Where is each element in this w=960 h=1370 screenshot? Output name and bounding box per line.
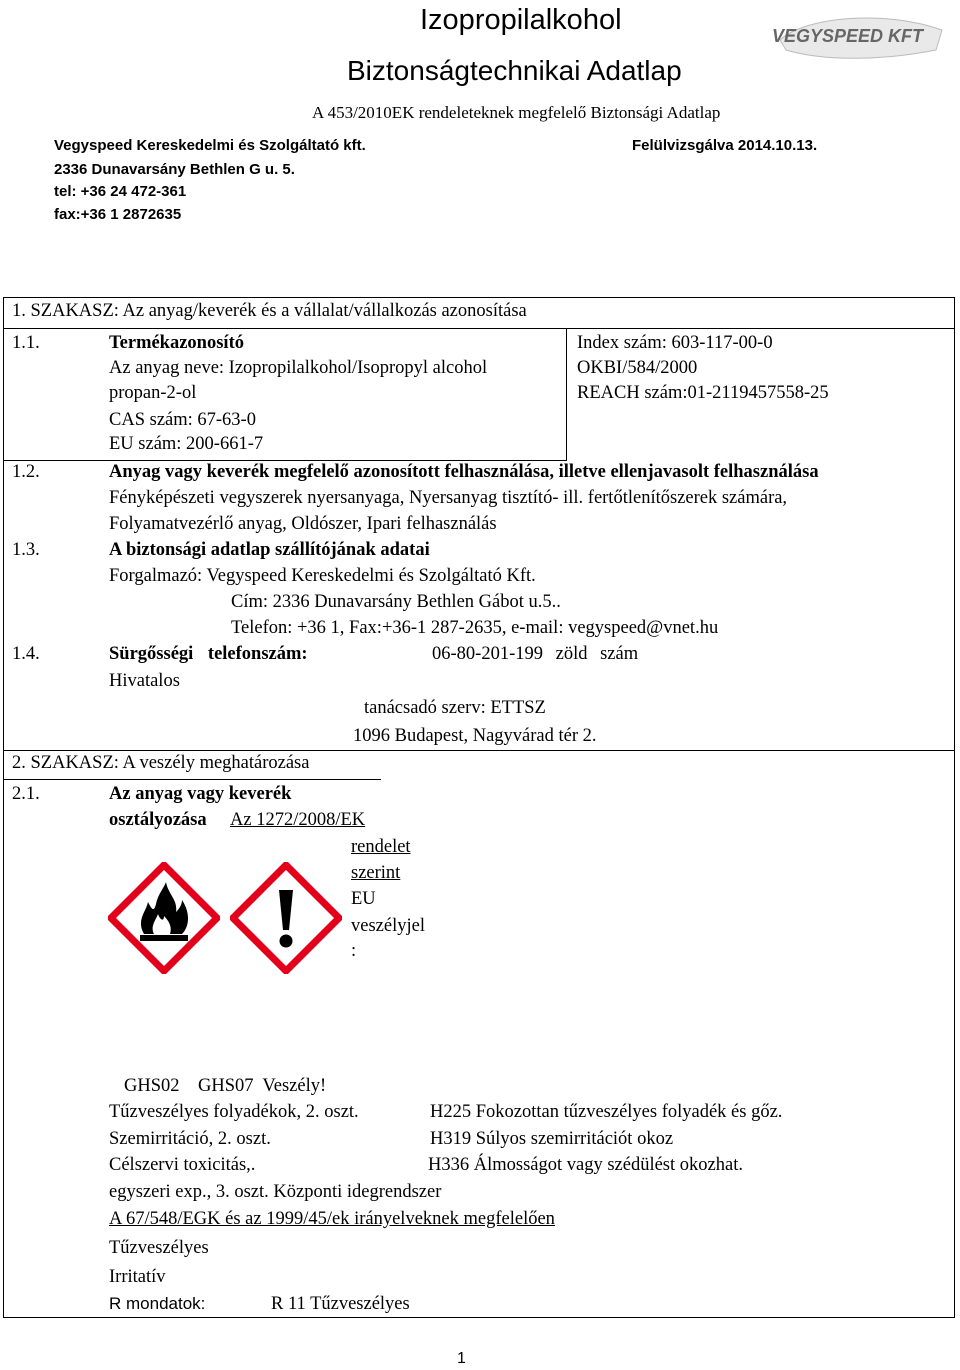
company-fax: fax:+36 1 2872635 — [54, 206, 182, 223]
section2-heading: 2. SZAKASZ: A veszély meghatározása — [12, 753, 310, 773]
company-logo — [766, 6, 954, 70]
s11-number: 1.1. — [12, 333, 40, 353]
distributor: Forgalmazó: Vegyspeed Kereskedelmi és Szolgáltató Kft. — [109, 566, 536, 586]
s13-number: 1.3. — [12, 540, 40, 560]
r-phrases-label: R mondatok: — [109, 1294, 206, 1313]
official-label: Hivatalos — [109, 671, 180, 691]
page-number: 1 — [457, 1350, 466, 1367]
company-address: 2336 Dunavarsány Bethlen G u. 5. — [54, 161, 295, 178]
company-name: Vegyspeed Kereskedelmi és Szolgáltató kft. — [54, 137, 366, 154]
s11-title: Termékazonosító — [109, 333, 244, 353]
s12-uses-line1: Fényképészeti vegyszerek nyersanyaga, Nyersanyag tisztító- ill. fertőtlenítőszerek számára, — [109, 488, 788, 508]
s21-according: szerint — [351, 863, 401, 883]
ghs07-exclamation-icon — [230, 862, 342, 974]
ghs-codes: GHS02 GHS07 Veszély! — [124, 1076, 327, 1096]
s21-regulation-word: rendelet — [351, 837, 411, 857]
s12-title: Anyag vagy keverék megfelelő azonosított felhasználása, illetve ellenjavasolt felhasználása — [109, 462, 819, 482]
s21-colon: : — [351, 941, 357, 961]
s12-uses-line2: Folyamatvezérlő anyag, Oldószer, Ipari felhasználás — [109, 514, 497, 534]
reach-number: REACH szám:01-2119457558-25 — [577, 383, 829, 403]
advisory-address: 1096 Budapest, Nagyvárad tér 2. — [353, 726, 597, 746]
svg-text:VEGYSPEED KFT: VEGYSPEED KFT — [772, 26, 924, 46]
regulation-line: A 453/2010EK rendeleteknek megfelelő Biztonsági Adatlap — [312, 103, 721, 122]
s14-number: 1.4. — [12, 644, 40, 664]
h319-statement: H319 Súlyos szemirritációt okoz — [430, 1129, 674, 1149]
distributor-contact: Telefon: +36 1, Fax:+36-1 287-2635, e-mail: vegyspeed@vnet.hu — [231, 618, 719, 638]
index-number: Index szám: 603-117-00-0 — [577, 333, 773, 353]
document-subtitle: Biztonságtechnikai Adatlap — [347, 55, 682, 86]
class-eye-irritation: Szemirritáció, 2. oszt. — [109, 1129, 271, 1149]
directive-reference: A 67/548/EGK és az 1999/45/ek irányelveknek megfelelően — [109, 1209, 555, 1229]
eu-number: EU szám: 200-661-7 — [109, 434, 264, 454]
distributor-address: Cím: 2336 Dunavarsány Bethlen Gábot u.5.. — [231, 592, 561, 612]
cas-number: CAS szám: 67-63-0 — [109, 410, 256, 430]
s14-title: Sürgősségi telefonszám: — [109, 644, 308, 664]
stot-exposure: egyszeri exp., 3. oszt. Központi idegrendszer — [109, 1182, 442, 1202]
symbol-irritant: Irritatív — [109, 1267, 166, 1287]
document-title: Izopropilalkohol — [420, 4, 622, 36]
s13-title: A biztonsági adatlap szállítójának adatai — [109, 540, 430, 560]
s21-regulation: Az 1272/2008/EK — [230, 810, 366, 830]
s21-hazard-symbol: veszélyjel — [351, 916, 425, 936]
section1-heading: 1. SZAKASZ: Az anyag/keverék és a vállalat/vállalkozás azonosítása — [12, 301, 527, 321]
h336-statement: H336 Álmosságot vagy szédülést okozhat. — [428, 1155, 743, 1175]
ghs02-flame-icon — [108, 862, 220, 974]
okbi-number: OKBI/584/2000 — [577, 358, 698, 378]
s21-number: 2.1. — [12, 784, 40, 804]
s21-eu: EU — [351, 889, 376, 909]
s12-number: 1.2. — [12, 462, 40, 482]
revision-date: Felülvizsgálva 2014.10.13. — [632, 137, 818, 154]
symbol-flammable: Tűzveszélyes — [109, 1238, 209, 1258]
emergency-number: 06-80-201-199 zöld szám — [432, 644, 639, 664]
substance-name: Az anyag neve: Izopropilalkohol/Isopropyl alcohol — [109, 358, 488, 378]
substance-name-iupac: propan-2-ol — [109, 383, 197, 403]
company-tel: tel: +36 24 472-361 — [54, 183, 187, 200]
r-phrase-r11: R 11 Tűzveszélyes — [271, 1294, 410, 1314]
h225-statement: H225 Fokozottan tűzveszélyes folyadék és gőz. — [430, 1102, 783, 1122]
class-flammable: Tűzveszélyes folyadékok, 2. oszt. — [109, 1102, 359, 1122]
s21-title-line1: Az anyag vagy keverék — [109, 784, 292, 804]
advisory-body: tanácsadó szerv: ETTSZ — [364, 698, 546, 718]
s21-title-line2: osztályozása — [109, 810, 207, 830]
class-stot: Célszervi toxicitás,. — [109, 1155, 256, 1175]
